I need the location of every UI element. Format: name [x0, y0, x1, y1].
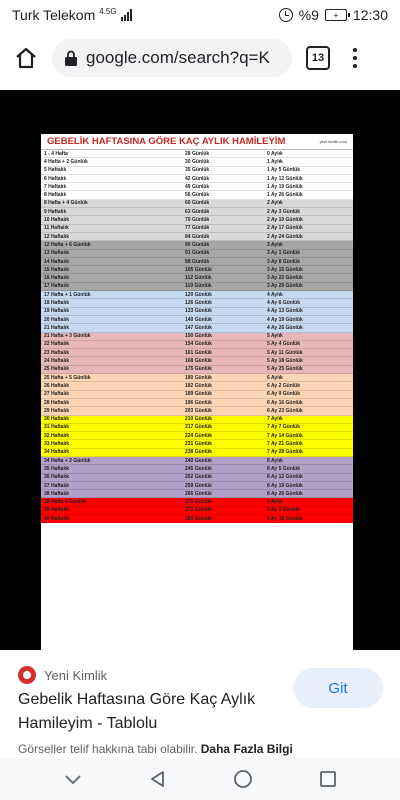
months-cell: 6 Aylık [267, 374, 283, 381]
source-name: Yeni Kimlik [44, 667, 108, 683]
status-bar [0, 0, 400, 30]
table-brand: yeni-kimlik.com [319, 139, 347, 144]
days-cell: 112 Günlük [185, 275, 212, 282]
week-cell: 14 Haftalık [44, 258, 70, 265]
week-cell: 12 Hafta + 6 Günlük [44, 241, 91, 248]
week-cell: 27 Haftalık [44, 391, 70, 398]
table-row [41, 440, 353, 448]
browser-toolbar [0, 30, 400, 86]
week-cell: 1 - 4 Hafta [44, 150, 68, 157]
week-cell: 38 Hafta 4 Günlük [44, 499, 87, 506]
status-left [12, 7, 132, 23]
months-cell: 4 Ay 6 Günlük [267, 299, 300, 306]
tab-count: 13 [311, 52, 325, 64]
table-row [41, 274, 353, 282]
months-cell: 7 Ay 28 Günlük [267, 449, 303, 456]
copyright-disclaimer [18, 742, 398, 756]
days-cell: 147 Günlük [185, 324, 212, 331]
days-cell: 105 Günlük [185, 266, 212, 273]
days-cell: 238 Günlük [185, 449, 212, 456]
days-cell: 90 Günlük [185, 241, 210, 248]
nav-back-button[interactable] [138, 761, 178, 797]
table-title: GEBELİK HAFTASINA GÖRE KAÇ AYLIK HAMİLEYİM [47, 136, 286, 147]
months-cell: 8 Ay 26 Günlük [267, 490, 303, 497]
week-cell: 39 Haftalık [44, 507, 70, 514]
days-cell: 140 Günlük [185, 316, 212, 323]
week-cell: 7 Haftalık [44, 183, 67, 190]
days-cell: 175 Günlük [185, 366, 212, 373]
week-cell: 4 Hafta + 2 Günlük [44, 158, 88, 165]
months-cell: 3 Ay 15 Günlük [267, 266, 303, 273]
table-row [41, 515, 353, 523]
months-cell: 3 Ay 1 Günlük [267, 250, 300, 257]
carrier-name: Turk Telekom [12, 7, 96, 23]
week-cell: 30 Haftalık [44, 416, 70, 423]
table-row [41, 424, 353, 432]
days-cell: 210 Günlük [185, 416, 212, 423]
days-cell: 77 Günlük [185, 225, 210, 232]
week-cell: 9 Haftalık [44, 208, 67, 215]
table-row [41, 167, 353, 175]
months-cell: 3 Ay 22 Günlük [267, 275, 303, 282]
week-cell: 10 Haftalık [44, 217, 70, 224]
table-row [41, 357, 353, 365]
week-cell: 34 Haftalık [44, 449, 70, 456]
table-row [41, 407, 353, 415]
week-cell: 17 Haftalık [44, 283, 70, 290]
days-cell: 259 Günlük [185, 482, 212, 489]
table-row [41, 191, 353, 199]
months-cell: 8 Ay 5 Günlük [267, 465, 300, 472]
back-triangle-icon [148, 769, 168, 789]
home-circle-icon [232, 768, 254, 790]
pregnancy-table-image [41, 134, 353, 652]
table-row [41, 432, 353, 440]
more-vert-icon [353, 48, 357, 52]
days-cell: 231 Günlük [185, 441, 212, 448]
week-cell: 32 Haftalık [44, 432, 70, 439]
table-header [41, 134, 353, 150]
months-cell: 1 Ay 5 Günlük [267, 167, 300, 174]
table-row [41, 399, 353, 407]
home-button[interactable] [8, 40, 44, 76]
months-cell: 4 Ay 13 Günlük [267, 308, 303, 315]
months-cell: 1 Aylık [267, 158, 283, 165]
days-cell: 252 Günlük [185, 474, 212, 481]
nav-home-button[interactable] [223, 761, 263, 797]
table-row [41, 391, 353, 399]
days-cell: 49 Günlük [185, 183, 210, 190]
days-cell: 196 Günlük [185, 399, 212, 406]
table-row [41, 366, 353, 374]
days-cell: 266 Günlük [185, 490, 212, 497]
table-row [41, 333, 353, 341]
system-nav-bar [0, 758, 400, 800]
table-row [41, 507, 353, 515]
week-cell: 28 Haftalık [44, 399, 70, 406]
months-cell: 0 Aylık [267, 150, 283, 157]
table-row [41, 183, 353, 191]
week-cell: 16 Haftalık [44, 275, 70, 282]
home-icon [14, 46, 38, 70]
week-cell: 22 Haftalık [44, 341, 70, 348]
week-cell: 12 Haftalık [44, 233, 70, 240]
week-cell: 25 Hafta + 5 Günlük [44, 374, 91, 381]
months-cell: 1 Ay 12 Günlük [267, 175, 303, 182]
days-cell: 161 Günlük [185, 349, 212, 356]
table-row [41, 158, 353, 166]
week-cell: 26 Haftalık [44, 382, 70, 389]
week-cell: 6 Haftalık [44, 175, 67, 182]
tab-switcher-button[interactable] [306, 46, 330, 70]
table-row [41, 291, 353, 299]
week-cell: 33 Haftalık [44, 441, 70, 448]
days-cell: 189 Günlük [185, 391, 212, 398]
week-cell: 35 Haftalık [44, 465, 70, 472]
months-cell: 9 Ay 10 Günlük [267, 515, 303, 522]
months-cell: 9 Ay 3 Günlük [267, 507, 300, 514]
table-row [41, 482, 353, 490]
days-cell: 273 Günlük [185, 507, 212, 514]
result-title[interactable]: Gebelik Haftasına Göre Kaç Aylık Hamileyim - Tablolu [18, 691, 256, 732]
more-menu-button[interactable] [348, 46, 362, 70]
months-cell: 7 Aylık [267, 416, 283, 423]
days-cell: 119 Günlük [185, 283, 212, 290]
months-cell: 4 Aylık [267, 291, 283, 298]
nav-down-button[interactable] [53, 761, 93, 797]
week-cell: 11 Haftalık [44, 225, 69, 232]
table-row [41, 457, 353, 465]
week-cell: 8 Hafta + 4 Günlük [44, 200, 88, 207]
week-cell: 37 Haftalık [44, 482, 70, 489]
months-cell: 6 Ay 2 Günlük [267, 382, 300, 389]
months-cell: 3 Ay 29 Günlük [267, 283, 303, 290]
months-cell: 5 Aylık [267, 333, 283, 340]
url-text: google.com/search?q=K [86, 48, 270, 67]
months-cell: 2 Ay 10 Günlük [267, 217, 303, 224]
months-cell: 3 Aylık [267, 241, 283, 248]
days-cell: 150 Günlük [185, 333, 212, 340]
days-cell: 240 Günlük [185, 457, 212, 464]
days-cell: 84 Günlük [185, 233, 210, 240]
days-cell: 245 Günlük [185, 465, 212, 472]
table-row [41, 283, 353, 291]
months-cell: 2 Ay 24 Günlük [267, 233, 303, 240]
result-info-card [0, 650, 400, 760]
months-cell: 5 Ay 25 Günlük [267, 366, 303, 373]
table-row [41, 200, 353, 208]
table-body [41, 150, 353, 523]
days-cell: 28 Günlük [185, 150, 210, 157]
table-row [41, 465, 353, 473]
months-cell: 8 Aylık [267, 457, 283, 464]
months-cell: 6 Ay 16 Günlük [267, 399, 303, 406]
days-cell: 63 Günlük [185, 208, 210, 215]
table-row [41, 316, 353, 324]
days-cell: 217 Günlük [185, 424, 212, 431]
network-type: 4.5G [99, 7, 117, 16]
table-row [41, 324, 353, 332]
months-cell: 1 Ay 26 Günlük [267, 192, 303, 199]
clock: 12:30 [352, 7, 388, 23]
image-viewer[interactable] [0, 90, 400, 650]
week-cell: 21 Haftalık [44, 324, 70, 331]
week-cell: 40 Haftalık [44, 515, 70, 522]
months-cell: 5 Ay 18 Günlük [267, 358, 303, 365]
table-row [41, 374, 353, 382]
table-row [41, 498, 353, 506]
days-cell: 60 Günlük [185, 200, 210, 207]
learn-more-link[interactable]: Daha Fazla Bilgi [200, 742, 293, 756]
table-row [41, 225, 353, 233]
table-row [41, 258, 353, 266]
alarm-icon [279, 8, 293, 22]
table-row [41, 349, 353, 357]
table-row [41, 175, 353, 183]
week-cell: 34 Hafta + 2 Günlük [44, 457, 91, 464]
week-cell: 8 Haftalık [44, 192, 67, 199]
days-cell: 91 Günlük [185, 250, 210, 257]
days-cell: 182 Günlük [185, 382, 212, 389]
months-cell: 2 Aylık [267, 200, 283, 207]
months-cell: 7 Ay 7 Günlük [267, 424, 300, 431]
table-row [41, 208, 353, 216]
days-cell: 168 Günlük [185, 358, 212, 365]
months-cell: 4 Ay 26 Günlük [267, 324, 303, 331]
days-cell: 154 Günlük [185, 341, 212, 348]
months-cell: 7 Ay 21 Günlük [267, 441, 303, 448]
recents-square-icon [318, 769, 338, 789]
days-cell: 70 Günlük [185, 217, 210, 224]
days-cell: 224 Günlük [185, 432, 212, 439]
months-cell: 1 Ay 19 Günlük [267, 183, 303, 190]
week-cell: 15 Haftalık [44, 266, 70, 273]
months-cell: 6 Ay 23 Günlük [267, 407, 303, 414]
months-cell: 6 Ay 9 Günlük [267, 391, 300, 398]
status-right [279, 7, 388, 23]
table-row [41, 150, 353, 158]
months-cell: 5 Ay 11 Günlük [267, 349, 303, 356]
url-bar[interactable] [52, 39, 292, 77]
days-cell: 30 Günlük [185, 158, 210, 165]
week-cell: 38 Haftalık [44, 490, 70, 497]
days-cell: 280 Günlük [185, 515, 212, 522]
table-row [41, 299, 353, 307]
table-row [41, 416, 353, 424]
visit-button[interactable]: Git [293, 668, 383, 708]
table-row [41, 341, 353, 349]
table-row [41, 449, 353, 457]
week-cell: 23 Haftalık [44, 349, 70, 356]
days-cell: 98 Günlük [185, 258, 210, 265]
week-cell: 5 Haftalık [44, 167, 67, 174]
battery-percent: %9 [298, 7, 319, 23]
days-cell: 126 Günlük [185, 299, 212, 306]
source-row[interactable] [18, 666, 107, 684]
nav-recents-button[interactable] [308, 761, 348, 797]
table-row [41, 266, 353, 274]
week-cell: 31 Haftalık [44, 424, 70, 431]
table-row [41, 233, 353, 241]
days-cell: 180 Günlük [185, 374, 212, 381]
months-cell: 3 Ay 8 Günlük [267, 258, 300, 265]
week-cell: 18 Haftalık [44, 299, 70, 306]
table-row [41, 241, 353, 249]
days-cell: 203 Günlük [185, 407, 212, 414]
days-cell: 35 Günlük [185, 167, 210, 174]
chevron-down-icon [63, 769, 83, 789]
week-cell: 13 Haftalık [44, 250, 70, 257]
days-cell: 120 Günlük [185, 291, 212, 298]
week-cell: 24 Haftalık [44, 358, 70, 365]
lock-icon [64, 50, 78, 66]
days-cell: 133 Günlük [185, 308, 212, 315]
week-cell: 21 Hafta + 3 Günlük [44, 333, 91, 340]
months-cell: 5 Ay 4 Günlük [267, 341, 300, 348]
table-row [41, 308, 353, 316]
battery-icon: + [325, 9, 347, 21]
months-cell: 4 Ay 19 Günlük [267, 316, 303, 323]
table-row [41, 216, 353, 224]
months-cell: 7 Ay 14 Günlük [267, 432, 303, 439]
signal-icon [121, 9, 132, 21]
week-cell: 19 Haftalık [44, 308, 70, 315]
week-cell: 20 Haftalık [44, 316, 70, 323]
months-cell: 2 Ay 3 Günlük [267, 208, 300, 215]
months-cell: 2 Ay 17 Günlük [267, 225, 303, 232]
week-cell: 17 Hafta + 1 Günlük [44, 291, 91, 298]
days-cell: 270 Günlük [185, 499, 212, 506]
yeni-kimlik-logo-icon [18, 666, 36, 684]
table-row [41, 490, 353, 498]
days-cell: 56 Günlük [185, 192, 210, 199]
table-row [41, 382, 353, 390]
week-cell: 36 Haftalık [44, 474, 70, 481]
table-row [41, 474, 353, 482]
months-cell: 8 Ay 19 Günlük [267, 482, 303, 489]
week-cell: 29 Haftalık [44, 407, 70, 414]
disclaimer-text: Görseller telif hakkına tabi olabilir. [18, 742, 201, 756]
days-cell: 42 Günlük [185, 175, 210, 182]
months-cell: 9 Aylık [267, 499, 283, 506]
months-cell: 8 Ay 12 Günlük [267, 474, 303, 481]
week-cell: 25 Haftalık [44, 366, 70, 373]
table-row [41, 250, 353, 258]
